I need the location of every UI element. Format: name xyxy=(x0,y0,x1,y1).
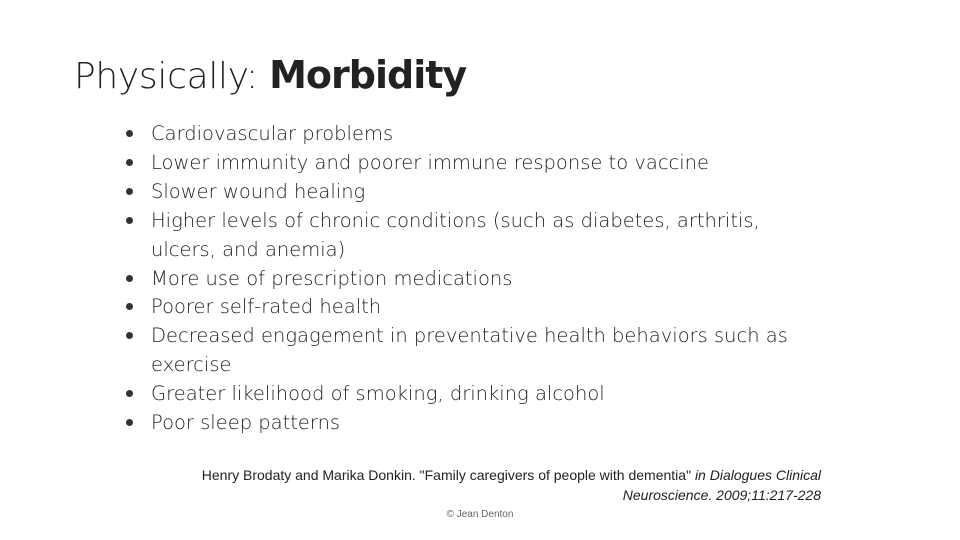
bullet-dot-icon xyxy=(126,275,133,282)
list-item-text: Higher levels of chronic conditions (such as diabetes, arthritis, ulcers, and anemia) xyxy=(151,208,760,261)
list-item xyxy=(124,293,824,322)
bullet-dot-icon xyxy=(126,332,133,339)
bullet-dot-icon xyxy=(126,130,133,137)
list-item-text: Cardiovascular problems xyxy=(151,122,394,145)
list-item-text: Slower wound healing xyxy=(151,179,366,203)
list-item xyxy=(124,149,824,178)
list-item xyxy=(124,207,824,265)
list-item xyxy=(124,178,824,207)
bullet-dot-icon xyxy=(126,303,133,310)
bullet-dot-icon xyxy=(126,217,133,224)
list-item xyxy=(124,120,824,149)
list-item xyxy=(124,322,824,380)
citation-authors-title: Henry Brodaty and Marika Donkin. "Family caregivers of people with dementia" xyxy=(201,467,692,483)
list-item-text: Poor sleep patterns xyxy=(151,411,341,435)
title-prefix: Physically: xyxy=(74,56,270,97)
list-item-text: Poorer self-rated health xyxy=(151,295,382,319)
bullet-dot-icon xyxy=(126,419,133,426)
citation xyxy=(150,466,821,505)
citation-journal: in Dialogues Clinical Neuroscience. 2009;11:217-228 xyxy=(622,467,821,503)
slide-title xyxy=(74,53,467,97)
bullet-dot-icon xyxy=(126,390,133,397)
copyright-notice: © Jean Denton xyxy=(446,509,514,520)
bullet-dot-icon xyxy=(126,159,133,166)
list-item xyxy=(124,409,824,438)
list-item xyxy=(124,265,824,294)
list-item-text: More use of prescription medications xyxy=(151,266,513,290)
bullet-list xyxy=(124,120,824,438)
bullet-dot-icon xyxy=(126,188,133,195)
list-item xyxy=(124,380,824,409)
list-item-text: Decreased engagement in preventative health behaviors such as exercise xyxy=(151,324,788,377)
list-item-text: Greater likelihood of smoking, drinking alcohol xyxy=(151,382,605,406)
title-emphasis: Morbidity xyxy=(269,53,467,97)
list-item-text: Lower immunity and poorer immune response to vaccine xyxy=(151,150,710,174)
